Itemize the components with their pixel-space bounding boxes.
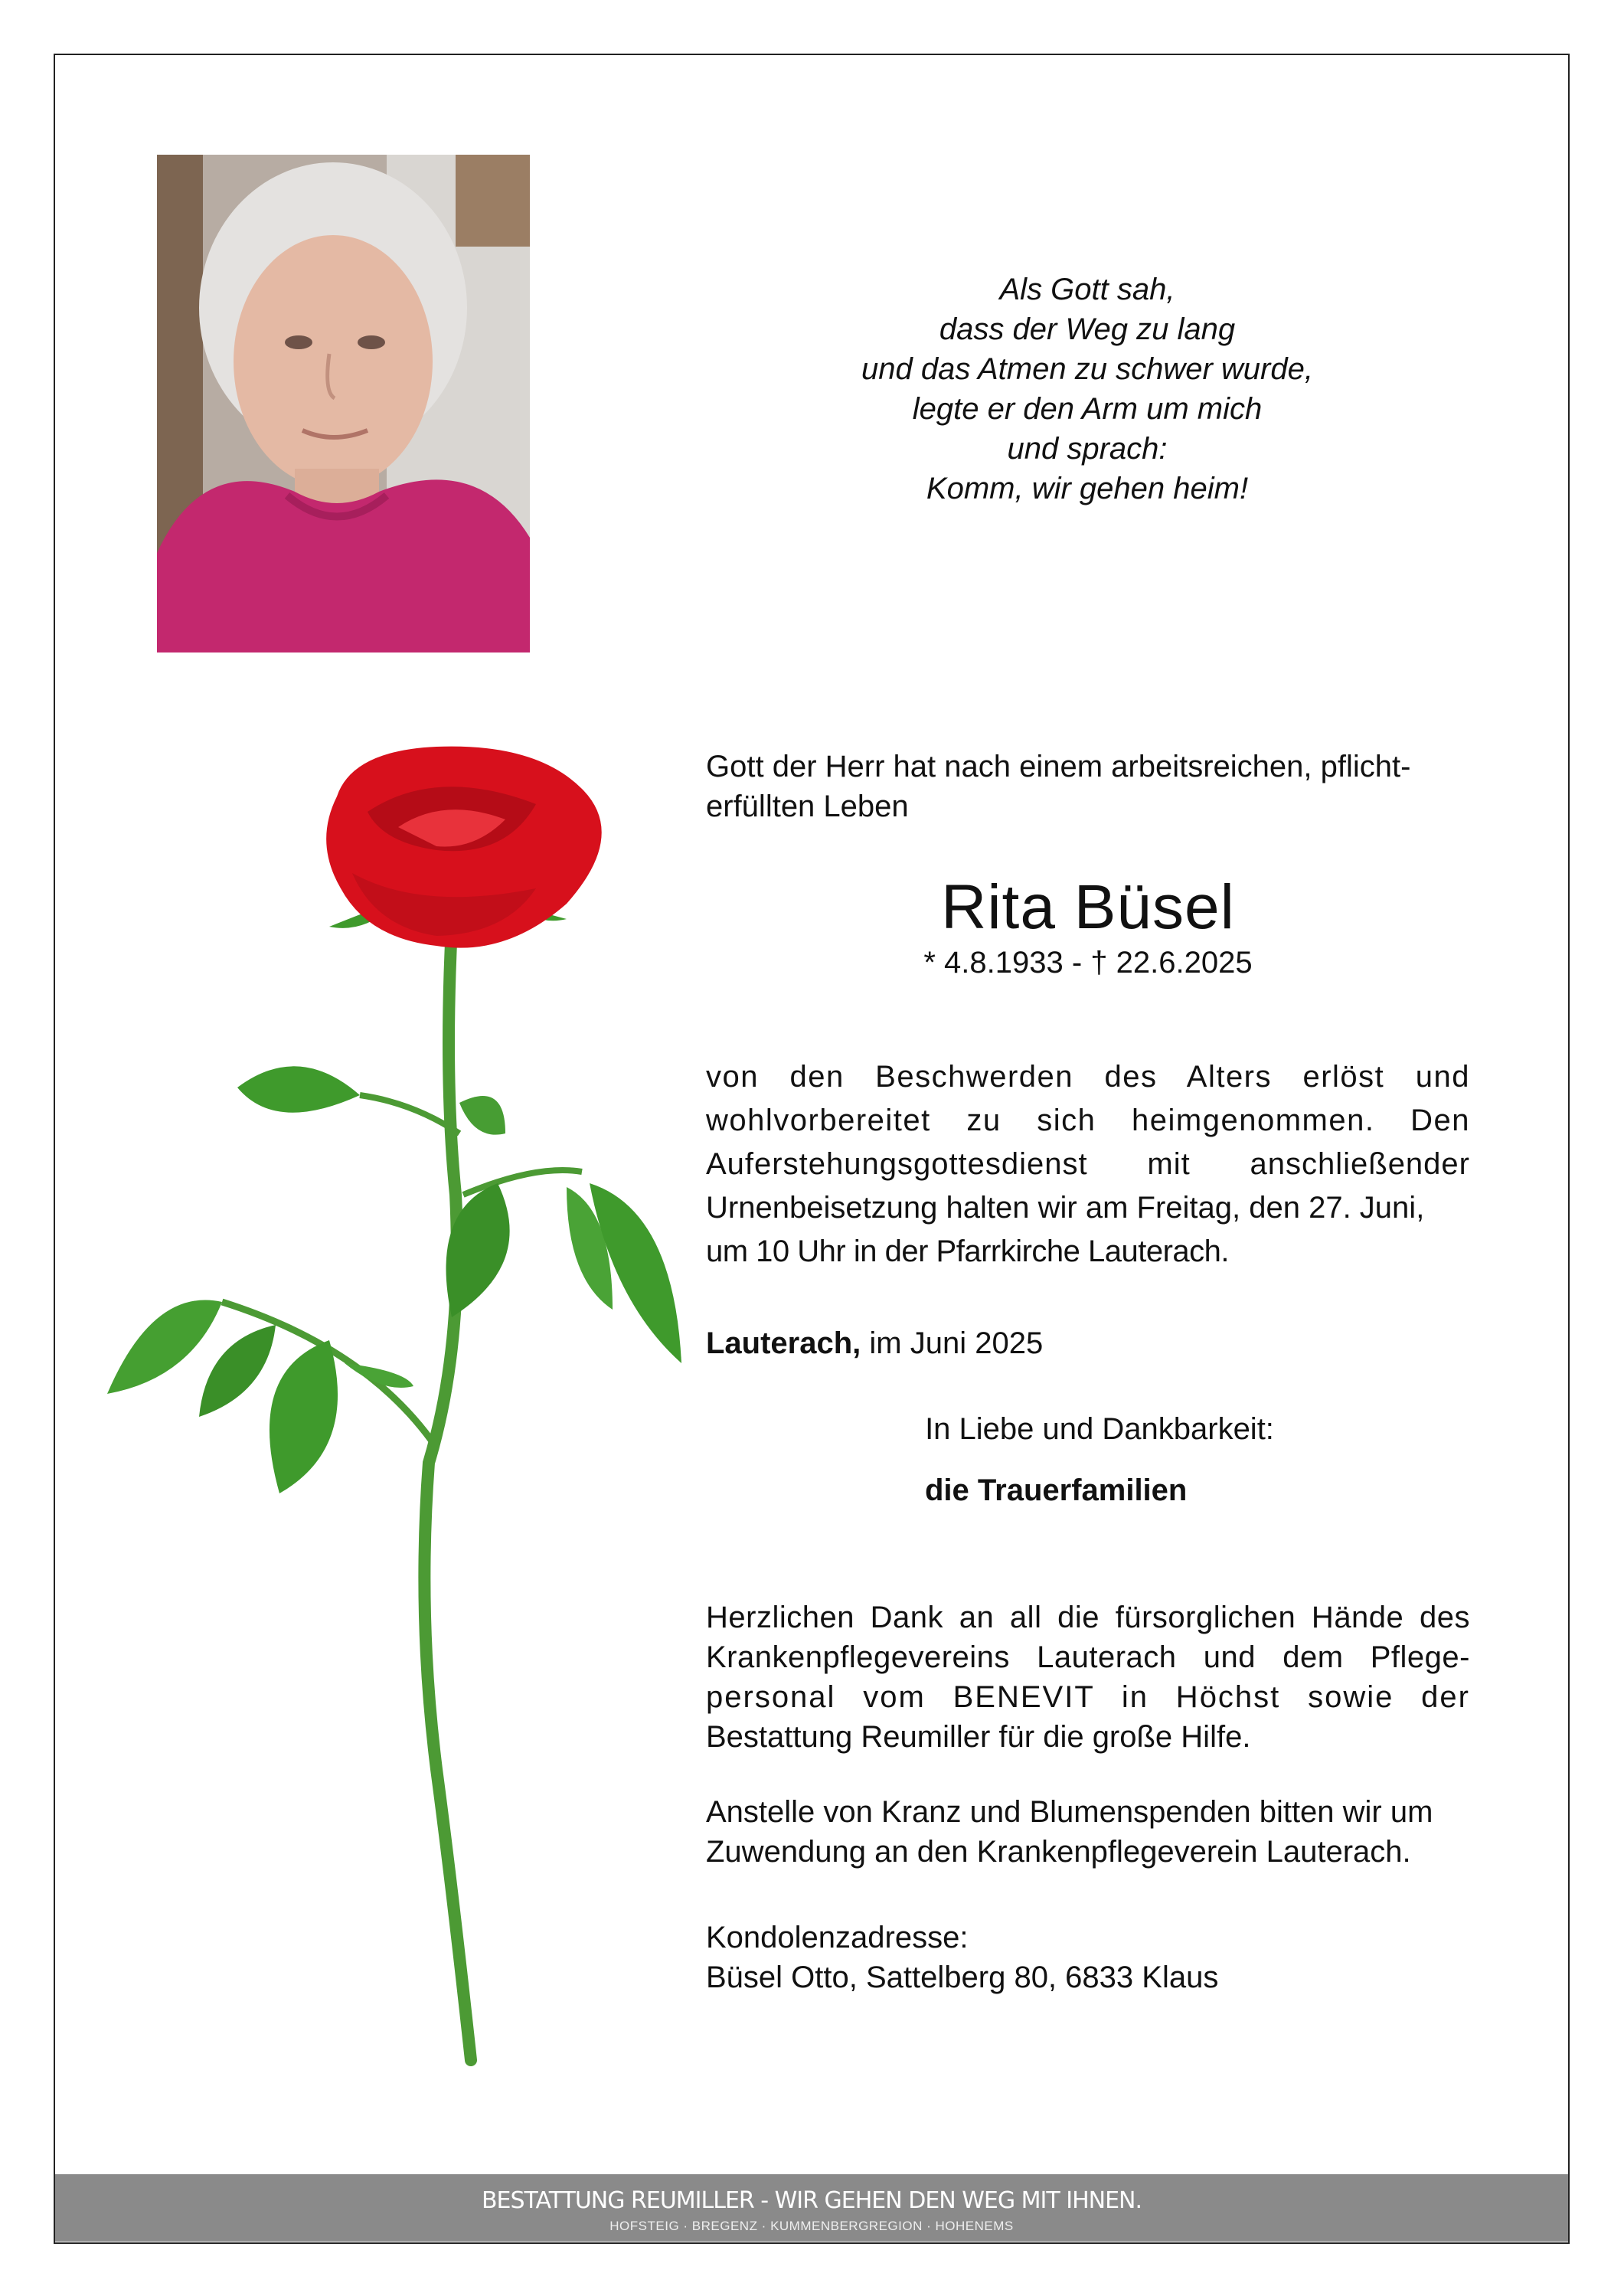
- poem-line: dass der Weg zu lang: [939, 312, 1236, 346]
- poem-line: und das Atmen zu schwer wurde,: [861, 352, 1313, 386]
- announcement-line: von den Beschwerden des Alters erlöst und: [706, 1060, 1470, 1094]
- intro-text: [706, 747, 1470, 826]
- rose-icon: [77, 735, 720, 2075]
- thanks-line: personal vom BENEVIT in Höchst sowie der: [706, 1680, 1470, 1714]
- announcement-line: Urnenbeisetzung halten wir am Freitag, den 27. Juni,: [706, 1191, 1425, 1225]
- place-date: [706, 1323, 1470, 1363]
- poem-line: Komm, wir gehen heim!: [926, 472, 1249, 505]
- condolence-address-line: Büsel Otto, Sattelberg 80, 6833 Klaus: [706, 1961, 1219, 1994]
- footer-banner: [55, 2174, 1568, 2242]
- date-text: im Juni 2025: [861, 1326, 1044, 1360]
- poem-line: legte er den Arm um mich: [912, 392, 1263, 426]
- condolence-label: Kondolenzadresse:: [706, 1921, 969, 1954]
- closing-love: In Liebe und Dankbarkeit:: [925, 1412, 1274, 1446]
- thanks-text: [706, 1598, 1470, 1757]
- condolence-address: [706, 1918, 1470, 1997]
- footer-slogan: BESTATTUNG REUMILLER - WIR GEHEN DEN WEG MIT IHNEN.: [481, 2187, 1142, 2214]
- intro-line: Gott der Herr hat nach einem arbeitsreichen, pflicht-: [706, 750, 1411, 783]
- poem: [781, 270, 1394, 509]
- poem-line: und sprach:: [1007, 432, 1168, 466]
- thanks-line: Bestattung Reumiller für die große Hilfe.: [706, 1720, 1251, 1754]
- portrait-illustration: [157, 155, 530, 652]
- intro-line: erfüllten Leben: [706, 790, 909, 823]
- deceased-name: Rita Büsel: [941, 872, 1235, 942]
- announcement-line: um 10 Uhr in der Pfarrkirche Lauterach.: [706, 1235, 1230, 1268]
- poem-line: Als Gott sah,: [999, 273, 1175, 306]
- announcement-text: [706, 1055, 1470, 1274]
- thanks-line: Herzlichen Dank an all die fürsorglichen Hände des: [706, 1601, 1470, 1634]
- portrait-photo: [157, 155, 530, 652]
- footer-regions: HOFSTEIG · BREGENZ · KUMMENBERGREGION · HOHENEMS: [609, 2219, 1014, 2233]
- life-dates: * 4.8.1933 - † 22.6.2025: [923, 946, 1253, 980]
- place-name: Lauterach,: [706, 1326, 861, 1360]
- rose-illustration: [77, 735, 720, 2075]
- thanks-line: Krankenpflegevereins Lauterach und dem Pflege-: [706, 1640, 1470, 1674]
- donation-line: Zuwendung an den Krankenpflegeverein Lauterach.: [706, 1835, 1411, 1869]
- donation-text: [706, 1792, 1470, 1872]
- donation-line: Anstelle von Kranz und Blumenspenden bitten wir um: [706, 1795, 1433, 1829]
- closing-family: die Trauerfamilien: [925, 1473, 1188, 1507]
- announcement-line: wohlvorbereitet zu sich heimgenommen. Den: [706, 1104, 1470, 1137]
- announcement-line: Auferstehungsgottesdienst mit anschließender: [706, 1147, 1470, 1181]
